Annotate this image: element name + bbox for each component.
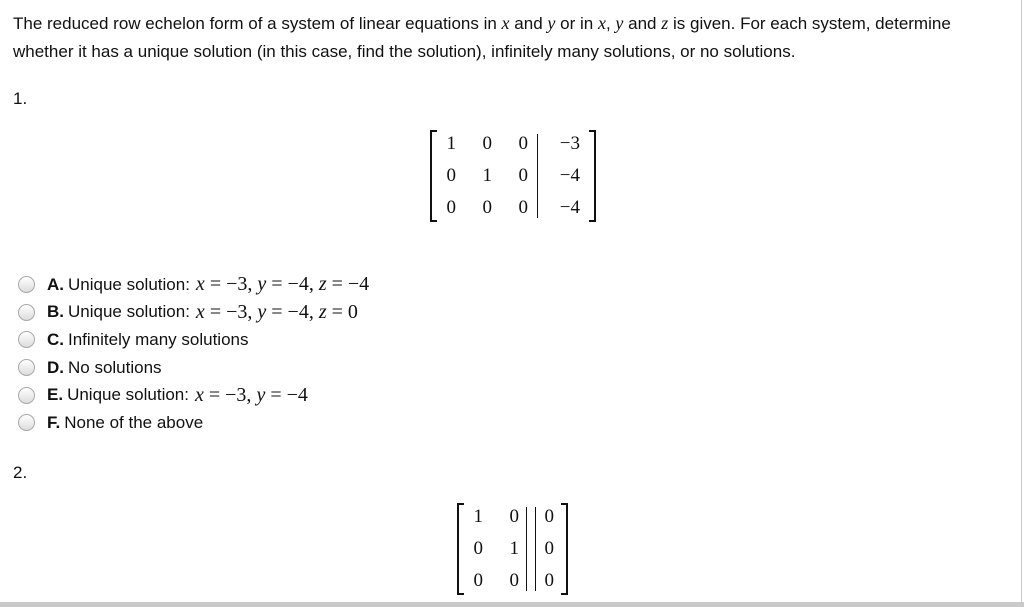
matrix-cell: 1: [482, 165, 492, 186]
option-text: Infinitely many solutions: [68, 329, 249, 349]
augmented-matrix-2: [457, 503, 568, 595]
answer-option[interactable]: [18, 354, 369, 382]
bottom-scroll-edge: [0, 602, 1024, 607]
matrix-cell: 1: [473, 506, 483, 527]
matrix-cell: 0: [509, 570, 519, 591]
var-z: z: [661, 13, 669, 33]
matrix-cell: 0: [544, 538, 554, 559]
matrix-right-bracket: [561, 503, 568, 595]
option-math: x = −3, y = −4, z = 0: [195, 300, 358, 323]
option-letter: C.: [47, 329, 64, 349]
question-prompt: [13, 9, 1013, 66]
prompt-text: and: [514, 14, 543, 33]
matrix-cell: 0: [446, 197, 456, 218]
option-text: Unique solution:: [67, 385, 189, 405]
option-letter: F.: [47, 412, 61, 432]
matrix-cell: 0: [518, 133, 528, 154]
augmented-matrix-1: [430, 130, 596, 222]
radio-button[interactable]: [18, 304, 35, 321]
matrix-cell: −4: [559, 165, 580, 186]
matrix-cell: 0: [544, 570, 554, 591]
matrix-cell: 0: [482, 197, 492, 218]
answer-options: [18, 271, 369, 437]
matrix-cell: 0: [482, 133, 492, 154]
matrix-cell: −3: [559, 133, 580, 154]
matrix-cell: 1: [509, 538, 519, 559]
matrix-cell: 0: [518, 197, 528, 218]
matrix-cell: 0: [473, 538, 483, 559]
option-text: No solutions: [68, 357, 162, 377]
option-math: x = −3, y = −4: [194, 383, 308, 406]
radio-button[interactable]: [18, 414, 35, 431]
var-x: x: [597, 13, 606, 33]
answer-option[interactable]: [18, 326, 369, 354]
option-text: Unique solution:: [68, 274, 190, 294]
radio-button[interactable]: [18, 387, 35, 404]
var-y: y: [547, 13, 556, 33]
radio-button[interactable]: [18, 276, 35, 293]
prompt-text: or in: [560, 14, 594, 33]
matrix-cell: 1: [446, 133, 456, 154]
matrix-cell: −4: [559, 197, 580, 218]
matrix-cell: 0: [446, 165, 456, 186]
option-letter: D.: [47, 357, 64, 377]
radio-button[interactable]: [18, 359, 35, 376]
radio-button[interactable]: [18, 331, 35, 348]
matrix-cell: 0: [509, 506, 519, 527]
prompt-text: and: [628, 14, 657, 33]
matrix-right-bracket: [589, 130, 596, 222]
matrix-cell: 0: [544, 506, 554, 527]
option-letter: E.: [47, 385, 64, 405]
matrix-cell: 0: [518, 165, 528, 186]
prompt-text: The reduced row echelon form of a system of linear equations in: [13, 14, 497, 33]
option-letter: A.: [47, 274, 64, 294]
var-x: x: [501, 13, 510, 33]
answer-option[interactable]: [18, 271, 369, 299]
prompt-text: ,: [605, 14, 611, 33]
option-text: None of the above: [64, 412, 204, 432]
matrix-cell: 0: [473, 570, 483, 591]
question-2-number: 2.: [13, 463, 28, 482]
option-math: x = −3, y = −4, z = −4: [195, 273, 370, 296]
option-text: Unique solution:: [68, 302, 190, 322]
option-letter: B.: [47, 302, 64, 322]
question-1-number: 1.: [13, 89, 28, 108]
answer-option[interactable]: [18, 299, 369, 327]
prompt-text: is given. For each system, determine whether it has a unique solution (in this case, find the solution), infinitely many solutions, or no solutions.: [13, 14, 951, 61]
answer-option[interactable]: [18, 381, 369, 409]
augment-divider: [537, 134, 538, 218]
var-y: y: [615, 13, 624, 33]
answer-option[interactable]: [18, 409, 369, 437]
